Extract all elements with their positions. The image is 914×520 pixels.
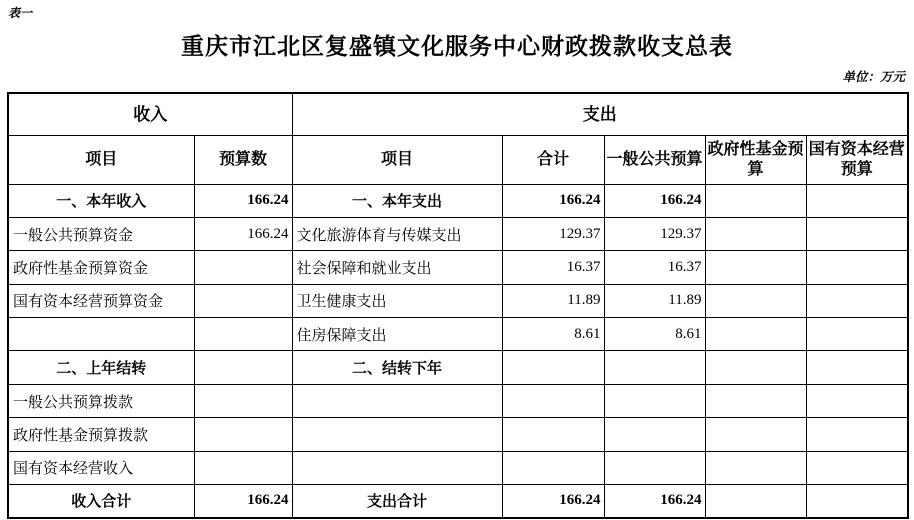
expense-total-cell: 166.24 <box>502 184 604 217</box>
expense-total-cell: 11.89 <box>502 284 604 317</box>
expense-general-cell: 11.89 <box>604 284 705 317</box>
income-group-header: 收入 <box>8 93 292 135</box>
income-budget-cell <box>194 418 292 451</box>
income-budget-cell: 166.24 <box>194 485 292 518</box>
expense-govfund-cell <box>705 251 806 284</box>
expense-statecap-header: 国有资本经营预算 <box>806 135 908 184</box>
income-budget-header: 预算数 <box>194 135 292 184</box>
expense-general-cell <box>604 384 705 417</box>
expense-general-cell: 166.24 <box>604 184 705 217</box>
expense-total-cell: 129.37 <box>502 217 604 250</box>
expense-general-cell: 16.37 <box>604 251 705 284</box>
expense-total-cell <box>502 451 604 484</box>
expense-govfund-cell <box>705 284 806 317</box>
expense-total-header: 合计 <box>502 135 604 184</box>
expense-general-cell <box>604 451 705 484</box>
table-row <box>8 384 908 417</box>
expense-statecap-cell <box>806 217 908 250</box>
income-budget-cell: 166.24 <box>194 184 292 217</box>
income-item-cell: 政府性基金预算资金 <box>8 251 194 284</box>
table-row <box>8 217 908 250</box>
table-row <box>8 418 908 451</box>
expense-item-cell: 支出合计 <box>292 485 502 518</box>
expense-govfund-cell <box>705 485 806 518</box>
expense-total-cell: 8.61 <box>502 318 604 351</box>
expense-total-cell: 166.24 <box>502 485 604 518</box>
expense-item-header: 项目 <box>292 135 502 184</box>
header-group-row <box>8 93 908 135</box>
expense-govfund-cell <box>705 351 806 384</box>
expense-total-cell <box>502 384 604 417</box>
income-item-cell: 一般公共预算资金 <box>8 217 194 250</box>
expense-general-cell: 129.37 <box>604 217 705 250</box>
expense-item-cell: 住房保障支出 <box>292 318 502 351</box>
expense-statecap-cell <box>806 384 908 417</box>
expense-general-cell <box>604 418 705 451</box>
table-row <box>8 318 908 351</box>
expense-govfund-cell <box>705 217 806 250</box>
income-budget-cell <box>194 351 292 384</box>
income-budget-cell: 166.24 <box>194 217 292 250</box>
expense-statecap-cell <box>806 284 908 317</box>
income-item-cell: 一、本年收入 <box>8 184 194 217</box>
expense-govfund-cell <box>705 384 806 417</box>
expense-statecap-cell <box>806 485 908 518</box>
expense-total-cell: 16.37 <box>502 251 604 284</box>
expense-general-cell <box>604 351 705 384</box>
expense-item-cell: 文化旅游体育与传媒支出 <box>292 217 502 250</box>
table-row <box>8 451 908 484</box>
table-row <box>8 485 908 518</box>
table-tag: 表一 <box>8 6 33 20</box>
expense-statecap-cell <box>806 318 908 351</box>
income-item-cell: 收入合计 <box>8 485 194 518</box>
expense-govfund-header: 政府性基金预算 <box>705 135 806 184</box>
expense-statecap-cell <box>806 418 908 451</box>
unit-label: 单位：万元 <box>842 70 905 84</box>
income-item-cell: 二、上年结转 <box>8 351 194 384</box>
income-item-header: 项目 <box>8 135 194 184</box>
table-row <box>8 184 908 217</box>
expense-total-cell <box>502 418 604 451</box>
expense-statecap-cell <box>806 184 908 217</box>
expense-group-header: 支出 <box>292 93 908 135</box>
expense-item-cell <box>292 451 502 484</box>
table-row <box>8 351 908 384</box>
expense-general-cell: 166.24 <box>604 485 705 518</box>
income-budget-cell <box>194 284 292 317</box>
income-item-cell: 政府性基金预算拨款 <box>8 418 194 451</box>
income-item-cell: 国有资本经营预算资金 <box>8 284 194 317</box>
income-budget-cell <box>194 384 292 417</box>
table-row <box>8 284 908 317</box>
expense-item-cell: 卫生健康支出 <box>292 284 502 317</box>
financial-table <box>7 92 909 519</box>
expense-general-header: 一般公共预算 <box>604 135 705 184</box>
expense-govfund-cell <box>705 184 806 217</box>
income-budget-cell <box>194 451 292 484</box>
expense-total-cell <box>502 351 604 384</box>
expense-item-cell <box>292 418 502 451</box>
income-budget-cell <box>194 318 292 351</box>
expense-govfund-cell <box>705 451 806 484</box>
expense-statecap-cell <box>806 451 908 484</box>
expense-govfund-cell <box>705 318 806 351</box>
table-row <box>8 251 908 284</box>
income-item-cell: 一般公共预算拨款 <box>8 384 194 417</box>
expense-item-cell: 一、本年支出 <box>292 184 502 217</box>
expense-item-cell: 社会保障和就业支出 <box>292 251 502 284</box>
header-columns-row <box>8 135 908 184</box>
expense-statecap-cell <box>806 251 908 284</box>
expense-item-cell: 二、结转下年 <box>292 351 502 384</box>
income-budget-cell <box>194 251 292 284</box>
expense-govfund-cell <box>705 418 806 451</box>
income-item-cell: 国有资本经营收入 <box>8 451 194 484</box>
expense-item-cell <box>292 384 502 417</box>
page-title: 重庆市江北区复盛镇文化服务中心财政拨款收支总表 <box>181 34 733 59</box>
expense-general-cell: 8.61 <box>604 318 705 351</box>
income-item-cell <box>8 318 194 351</box>
expense-statecap-cell <box>806 351 908 384</box>
